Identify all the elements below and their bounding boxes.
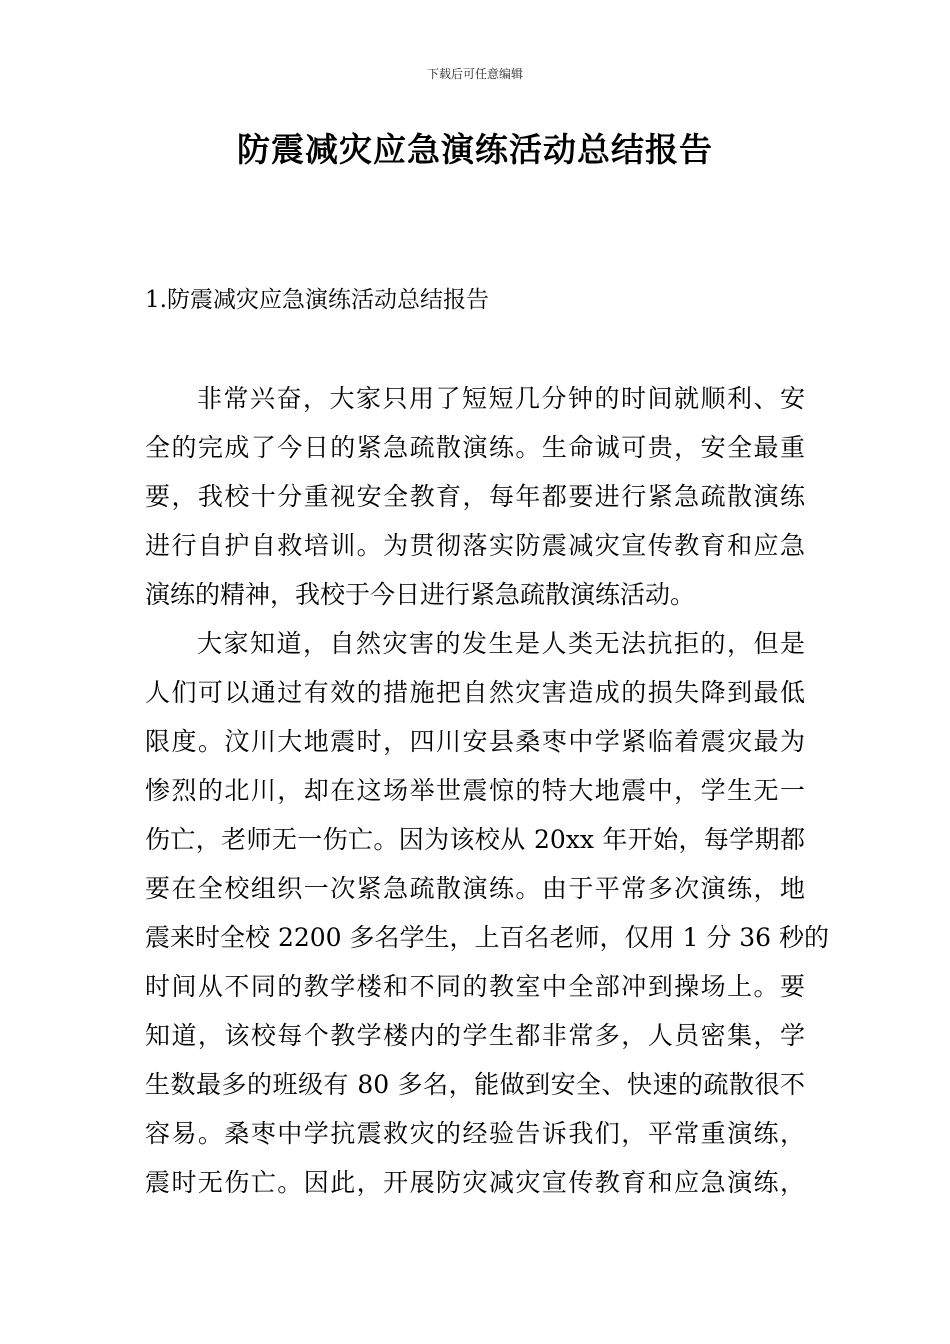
section-heading: 1.防震减灾应急演练活动总结报告 bbox=[145, 287, 489, 313]
paragraph-1-line: 演练的精神，我校于今日进行紧急疏散演练活动。 bbox=[145, 580, 696, 609]
paragraph-1-line: 要，我校十分重视安全教育，每年都要进行紧急疏散演练 bbox=[145, 482, 805, 511]
paragraph-1-line: 非常兴奋，大家只用了短短几分钟的时间就顺利、安 bbox=[197, 384, 805, 413]
header-note: 下载后可任意编辑 bbox=[426, 67, 523, 81]
paragraph-2-line: 人们可以通过有效的措施把自然灾害造成的损失降到最低 bbox=[145, 678, 805, 707]
paragraph-2-line: 要在全校组织一次紧急疏散演练。由于平常多次演练，地 bbox=[145, 874, 805, 903]
paragraph-1-line: 进行自护自救培训。为贯彻落实防震减灾宣传教育和应急 bbox=[145, 531, 805, 560]
body-text bbox=[145, 374, 830, 1207]
paragraph-2-line: 伤亡，老师无一伤亡。因为该校从 20xx 年开始，每学期都 bbox=[145, 825, 805, 854]
paragraph-2-line: 震时无伤亡。因此，开展防灾减灾宣传教育和应急演练， bbox=[145, 1168, 805, 1197]
paragraph-2-line: 时间从不同的教学楼和不同的教室中全部冲到操场上。要 bbox=[145, 972, 805, 1001]
paragraph-1-line: 全的完成了今日的紧急疏散演练。生命诚可贵，安全最重 bbox=[145, 433, 805, 462]
paragraph-2-line: 惨烈的北川，却在这场举世震惊的特大地震中，学生无一 bbox=[145, 776, 805, 805]
paragraph-2-line: 容易。桑枣中学抗震救灾的经验告诉我们，平常重演练， bbox=[145, 1119, 805, 1148]
paragraph-2-line: 限度。汶川大地震时，四川安县桑枣中学紧临着震灾最为 bbox=[145, 727, 805, 756]
document-title: 防震减灾应急演练活动总结报告 bbox=[237, 130, 713, 169]
paragraph-2-line: 大家知道，自然灾害的发生是人类无法抗拒的，但是 bbox=[197, 629, 805, 658]
paragraph-2-line: 震来时全校 2200 多名学生，上百名老师，仅用 1 分 36 秒的 bbox=[145, 923, 830, 952]
paragraph-2-line: 生数最多的班级有 80 多名，能做到安全、快速的疏散很不 bbox=[145, 1070, 805, 1099]
paragraph-2-line: 知道，该校每个教学楼内的学生都非常多，人员密集，学 bbox=[145, 1021, 805, 1050]
